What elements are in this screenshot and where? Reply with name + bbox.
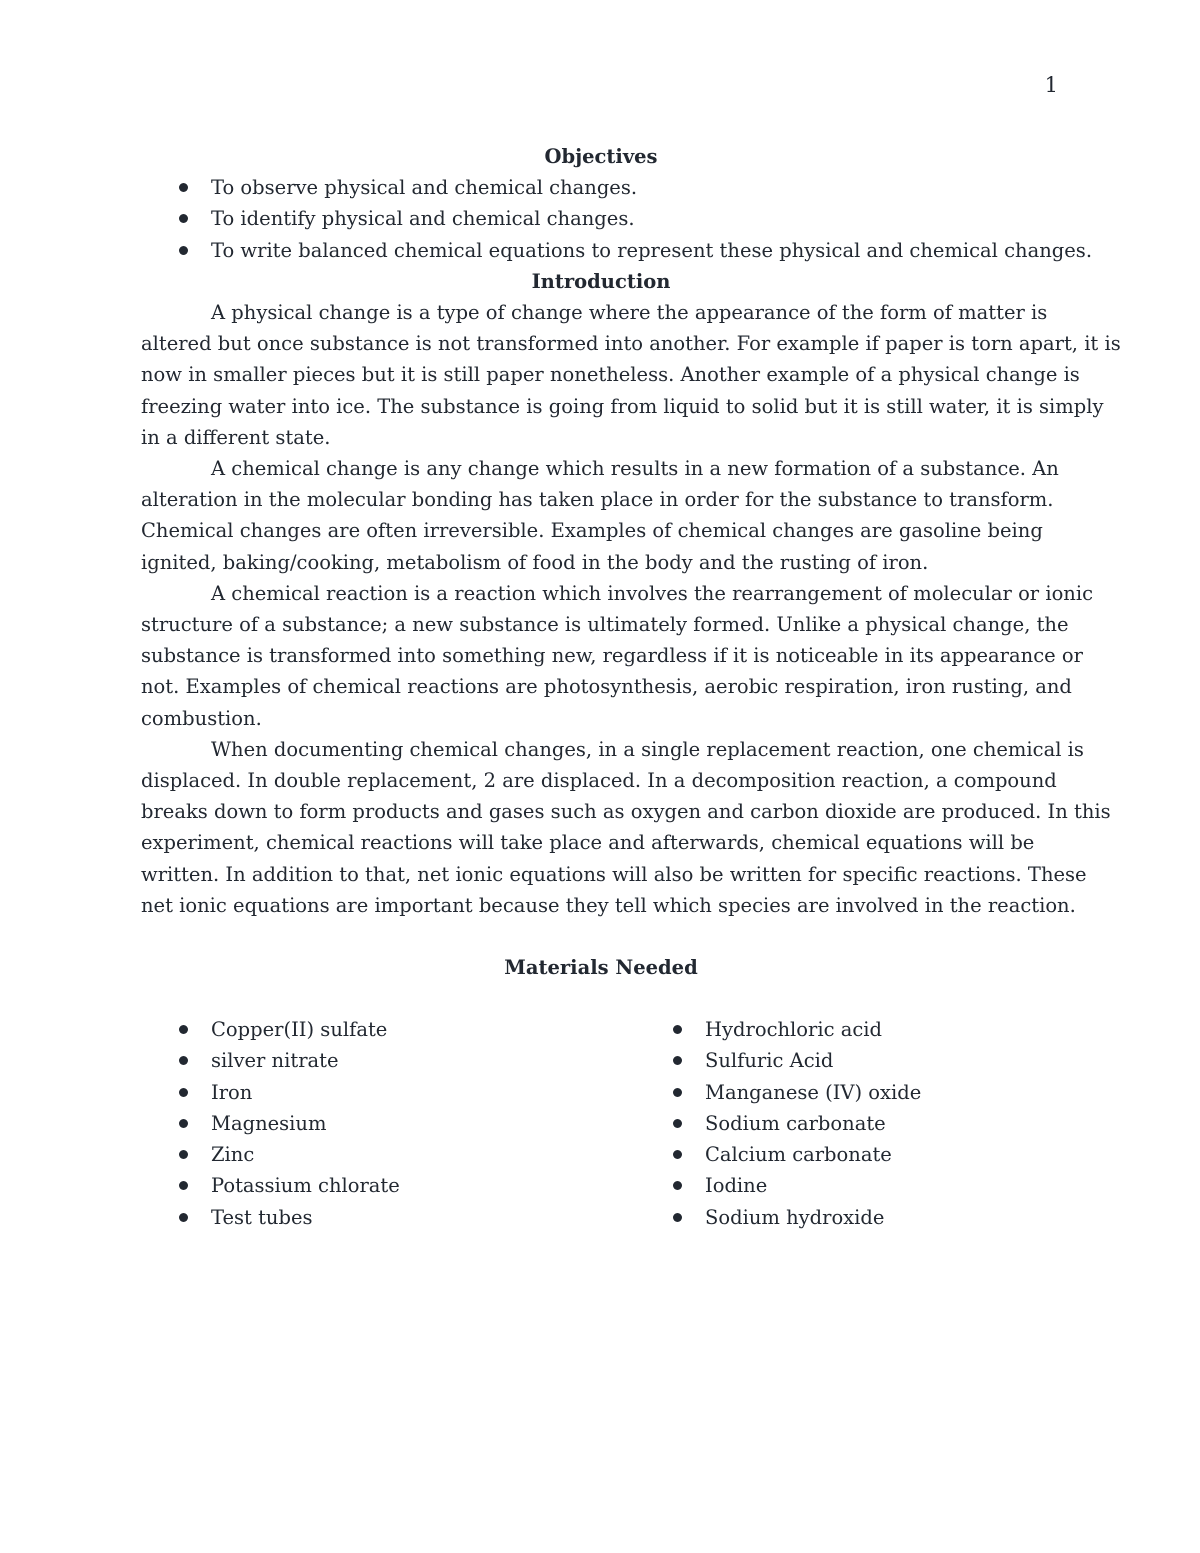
material-item [635, 1045, 1061, 1076]
bullet-icon [179, 1181, 188, 1190]
material-item [141, 1108, 635, 1139]
bullet-icon [673, 1150, 682, 1159]
text-line: Chemical changes are often irreversible. Examples of chemical changes are gasoline being [141, 519, 1043, 543]
text-line: in a different state. [141, 425, 331, 449]
materials-columns [141, 1014, 1061, 1232]
objectives-heading: Objectives [544, 145, 658, 168]
intro-paragraph-physical-change [141, 297, 1121, 453]
bullet-icon [179, 1025, 188, 1034]
material-text: Zinc [211, 1143, 255, 1167]
text-line: not. Examples of chemical reactions are photosynthesis, aerobic respiration, iron rusting, and [141, 675, 1072, 699]
bullet-icon [179, 183, 188, 192]
materials-list-left [141, 1014, 635, 1232]
text-line: breaks down to form products and gases such as oxygen and carbon dioxide are produced. In this [141, 800, 1111, 824]
text-line: alteration in the molecular bonding has taken place in order for the substance to transform. [141, 488, 1054, 512]
bullet-icon [673, 1181, 682, 1190]
bullet-icon [673, 1025, 682, 1034]
material-item [141, 1170, 635, 1201]
introduction-heading: Introduction [531, 269, 671, 293]
document-body [141, 141, 1121, 1233]
text-line: displaced. In double replacement, 2 are displaced. In a decomposition reaction, a compound [141, 769, 1057, 793]
bullet-icon [179, 1150, 188, 1159]
bullet-icon [673, 1119, 682, 1128]
material-text: Calcium carbonate [705, 1143, 892, 1167]
objective-text: To observe physical and chemical changes. [211, 176, 638, 200]
material-text: Potassium chlorate [211, 1174, 400, 1198]
objective-text: To identify physical and chemical changes. [211, 207, 635, 231]
objective-item [141, 172, 1061, 203]
objective-item [141, 235, 1093, 266]
page-number: 1 [1044, 73, 1058, 97]
objective-item [141, 203, 1061, 234]
text-line: A chemical change is any change which results in a new formation of a substance. An [211, 457, 1059, 481]
text-line: A physical change is a type of change where the appearance of the form of matter is [211, 301, 1048, 325]
material-item [141, 1139, 635, 1170]
bullet-icon [673, 1056, 682, 1065]
material-item [635, 1014, 1061, 1045]
material-item [635, 1202, 1061, 1233]
bullet-icon [179, 1213, 188, 1222]
material-text: Sodium carbonate [705, 1111, 886, 1135]
intro-paragraph-chemical-change [141, 453, 1061, 578]
materials-list-right [635, 1014, 1061, 1232]
materials-heading: Materials Needed [504, 956, 698, 980]
text-line: ignited, baking/cooking, metabolism of food in the body and the rusting of iron. [141, 550, 929, 574]
intro-paragraph-chemical-reaction [141, 578, 1094, 734]
text-line: A chemical reaction is a reaction which involves the rearrangement of molecular or ionic [211, 581, 1094, 605]
material-item [635, 1108, 1061, 1139]
material-item [141, 1014, 635, 1045]
bullet-icon [673, 1088, 682, 1097]
text-line: altered but once substance is not transformed into another. For example if paper is torn apart, it is [141, 332, 1121, 356]
objectives-list [141, 172, 1093, 266]
bullet-icon [179, 246, 188, 255]
text-line: freezing water into ice. The substance is going from liquid to solid but it is still water, it is simply [141, 394, 1104, 418]
text-line: structure of a substance; a new substance is ultimately formed. Unlike a physical change, the [141, 613, 1069, 637]
bullet-icon [179, 1088, 188, 1097]
material-text: Magnesium [211, 1111, 327, 1135]
bullet-icon [179, 1119, 188, 1128]
text-line: substance is transformed into something new, regardless if it is noticeable in its appearance or [141, 644, 1083, 668]
text-line: now in smaller pieces but it is still paper nonetheless. Another example of a physical change is [141, 363, 1080, 387]
material-item [141, 1077, 635, 1108]
text-line: net ionic equations are important because they tell which species are involved in the reaction. [141, 893, 1076, 917]
material-item [635, 1139, 1061, 1170]
objective-text: To write balanced chemical equations to represent these physical and chemical changes. [211, 238, 1093, 262]
material-text: Manganese (IV) oxide [705, 1080, 922, 1104]
material-text: Iodine [705, 1174, 768, 1198]
text-line: When documenting chemical changes, in a single replacement reaction, one chemical is [211, 737, 1084, 761]
material-text: Iron [211, 1080, 253, 1104]
material-text: Copper(II) sulfate [211, 1018, 388, 1042]
text-line: written. In addition to that, net ionic equations will also be written for specific reactions. These [141, 862, 1087, 886]
bullet-icon [179, 1056, 188, 1065]
material-item [141, 1045, 635, 1076]
text-line: experiment, chemical reactions will take place and afterwards, chemical equations will be [141, 831, 1035, 855]
material-item [635, 1077, 1061, 1108]
bullet-icon [673, 1213, 682, 1222]
material-item [141, 1202, 635, 1233]
material-text: silver nitrate [211, 1049, 339, 1073]
intro-paragraph-documenting [141, 734, 1111, 921]
text-line: combustion. [141, 706, 262, 730]
material-text: Hydrochloric acid [705, 1018, 882, 1042]
material-item [635, 1170, 1061, 1201]
bullet-icon [179, 214, 188, 223]
material-text: Test tubes [211, 1205, 313, 1229]
material-text: Sulfuric Acid [705, 1049, 834, 1073]
blank-line [141, 921, 1061, 952]
material-text: Sodium hydroxide [705, 1205, 885, 1229]
